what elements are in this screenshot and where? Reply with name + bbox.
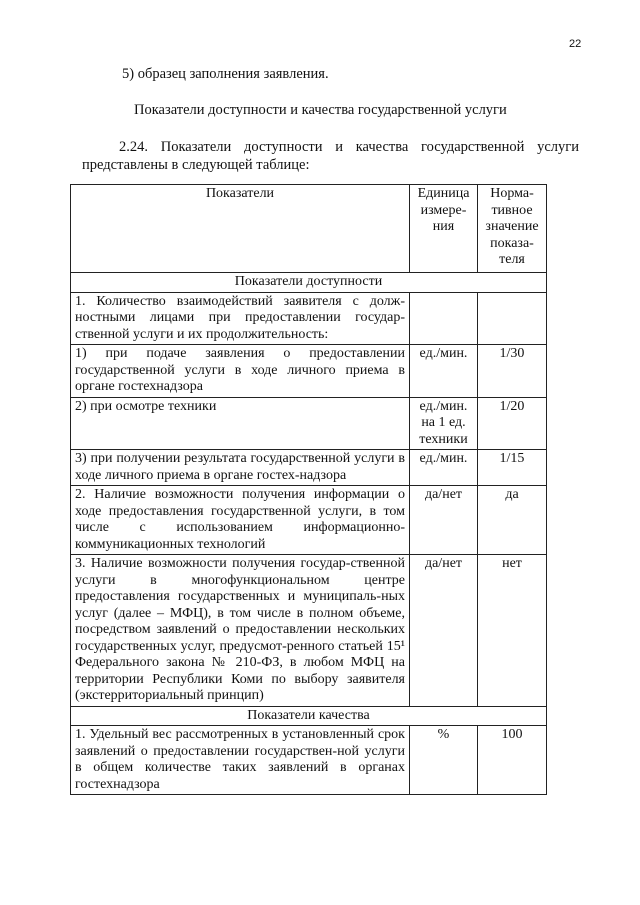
intro-paragraph: 2.24. Показатели доступности и качества государственной услуги представлены в следующей таблице:	[82, 139, 579, 173]
row-unit: да/нет	[410, 486, 478, 555]
row-norm	[478, 292, 547, 345]
table-row	[71, 555, 547, 707]
row-norm: 1/20	[478, 397, 547, 450]
table-row	[71, 726, 547, 795]
table-row	[71, 345, 547, 398]
table-row	[71, 486, 547, 555]
group-title: Показатели качества	[71, 706, 547, 726]
row-indicator: 1. Удельный вес рассмотренных в установленный срок заявлений о предоставлении государствен-ной услуги в общем количестве таких заявлений в органах гостехнадзора	[71, 726, 410, 795]
row-indicator: 2. Наличие возможности получения информации о ходе предоставления государственной услуги, в том числе с использованием информационно-коммуникационных технологий	[71, 486, 410, 555]
row-norm: нет	[478, 555, 547, 707]
group-row-accessibility	[71, 273, 547, 293]
page-number: 22	[569, 38, 582, 50]
row-norm: 1/30	[478, 345, 547, 398]
header-norm: Норма-тивное значение показа-теля	[478, 185, 547, 273]
row-indicator: 3. Наличие возможности получения государ-ственной услуги в многофункциональном центре предоставления государственных и муниципаль-ных услуг (далее – МФЦ), в том числе в полном объеме, посредством заявлений о предоставлении нескольких государственных услуг, предусмот-ренного статьей 15¹ Федерального закона № 210-ФЗ, в любом МФЦ на территории Республики Коми по выбору заявителя (экстерриториальный принцип)	[71, 555, 410, 707]
row-unit: %	[410, 726, 478, 795]
row-norm: 1/15	[478, 450, 547, 486]
row-unit	[410, 292, 478, 345]
section-heading: Показатели доступности и качества государственной услуги	[134, 102, 507, 118]
row-unit: ед./мин. на 1 ед. техники	[410, 397, 478, 450]
indicators-table	[70, 184, 547, 795]
row-indicator: 3) при получении результата государственной услуги в ходе личного приема в органе гостех-надзора	[71, 450, 410, 486]
table-row	[71, 450, 547, 486]
header-unit: Единица измере-ния	[410, 185, 478, 273]
group-title: Показатели доступности	[71, 273, 547, 293]
row-indicator: 1. Количество взаимодействий заявителя с долж-ностными лицами при предоставлении государ-ственной услуги и их продолжительность:	[71, 292, 410, 345]
row-norm: да	[478, 486, 547, 555]
table-row	[71, 397, 547, 450]
table-row	[71, 292, 547, 345]
header-indicator: Показатели	[71, 185, 410, 273]
list-item-sample-form: 5) образец заполнения заявления.	[122, 66, 329, 82]
group-row-quality	[71, 706, 547, 726]
row-unit: ед./мин.	[410, 345, 478, 398]
row-unit: да/нет	[410, 555, 478, 707]
row-indicator: 2) при осмотре техники	[71, 397, 410, 450]
row-norm: 100	[478, 726, 547, 795]
row-indicator: 1) при подаче заявления о предоставлении государственной услуги в ходе личного приема в органе гостехнадзора	[71, 345, 410, 398]
table-header-row	[71, 185, 547, 273]
row-unit: ед./мин.	[410, 450, 478, 486]
